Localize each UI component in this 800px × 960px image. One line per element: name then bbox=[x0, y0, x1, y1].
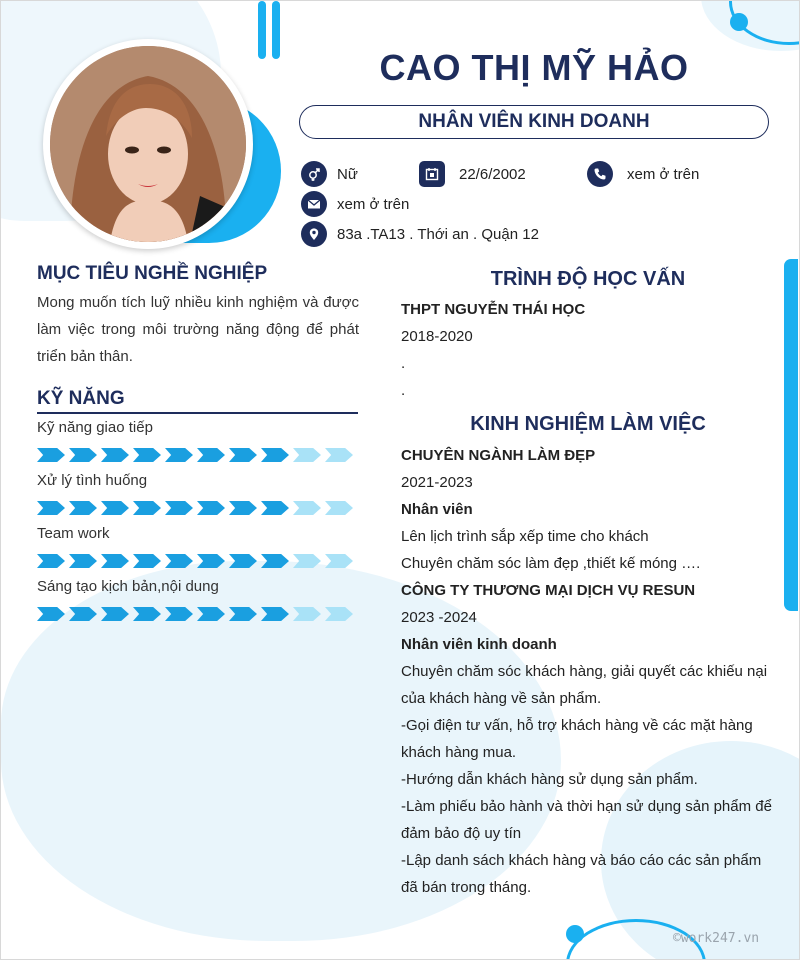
skills-title: KỸ NĂNG bbox=[37, 388, 125, 409]
calendar-icon bbox=[419, 161, 445, 187]
birthday-value: 22/6/2002 bbox=[459, 165, 526, 183]
skill-level-filled bbox=[261, 607, 289, 621]
job-company: CHUYÊN NGÀNH LÀM ĐẸP bbox=[401, 447, 596, 464]
skill-level-empty bbox=[325, 448, 353, 462]
skill-level-filled bbox=[261, 448, 289, 462]
skill-level-filled bbox=[165, 448, 193, 462]
education-note: . bbox=[401, 355, 406, 372]
skill-level-filled bbox=[261, 501, 289, 515]
skill-level-filled bbox=[101, 448, 129, 462]
skill-level-filled bbox=[101, 554, 129, 568]
skill-level-filled bbox=[197, 554, 225, 568]
skill-level-empty bbox=[293, 554, 321, 568]
skill-level-filled bbox=[37, 554, 65, 568]
job-years: 2023 -2024 bbox=[401, 609, 477, 626]
job-description: Chuyên chăm sóc khách hàng, giải quyết các khiếu nại bbox=[401, 663, 768, 680]
skill-level-filled bbox=[69, 501, 97, 515]
skill-level-empty bbox=[293, 501, 321, 515]
decorative-side-bar bbox=[784, 259, 798, 611]
education-years: 2018-2020 bbox=[401, 328, 473, 345]
watermark: ©work247.vn bbox=[673, 931, 760, 946]
job-description: đã bán trong tháng. bbox=[401, 879, 532, 896]
experience-title: KINH NGHIỆM LÀM VIỆC bbox=[470, 413, 706, 435]
info-email bbox=[301, 191, 409, 217]
skill-level-empty bbox=[293, 448, 321, 462]
skill-level-filled bbox=[101, 501, 129, 515]
skill-level-filled bbox=[133, 448, 161, 462]
skill-level-filled bbox=[197, 501, 225, 515]
gender-icon bbox=[301, 161, 327, 187]
skill-label: Team work bbox=[37, 525, 110, 542]
job-description: Chuyên chăm sóc làm đẹp ,thiết kế móng …. bbox=[401, 555, 701, 572]
skill-level-filled bbox=[229, 501, 257, 515]
job-description: của khách hàng về sản phẩm. bbox=[401, 690, 602, 707]
skill-rating-bar bbox=[37, 501, 353, 515]
education-school: THPT NGUYỄN THÁI HỌC bbox=[401, 301, 586, 318]
job-description: -Lập danh sách khách hàng và báo cáo các sản phẩm bbox=[401, 852, 762, 869]
skill-level-filled bbox=[165, 501, 193, 515]
skill-rating-bar bbox=[37, 607, 353, 621]
gender-value: Nữ bbox=[337, 165, 358, 183]
job-description: Lên lịch trình sắp xếp time cho khách bbox=[401, 528, 649, 545]
job-company: CÔNG TY THƯƠNG MẠI DỊCH VỤ RESUN bbox=[401, 582, 696, 599]
objective-text: Mong muốn tích luỹ nhiều kinh nghiệm và được làm việc trong môi trường năng động để phát triển bản thân. bbox=[37, 294, 359, 365]
skill-level-empty bbox=[325, 554, 353, 568]
skill-level-filled bbox=[37, 607, 65, 621]
job-years: 2021-2023 bbox=[401, 474, 473, 491]
job-description: -Gọi điện tư vấn, hỗ trợ khách hàng về các mặt hàng bbox=[401, 717, 753, 734]
skill-level-filled bbox=[165, 607, 193, 621]
skill-level-filled bbox=[229, 607, 257, 621]
skill-level-filled bbox=[133, 607, 161, 621]
skill-level-filled bbox=[69, 607, 97, 621]
skill-level-empty bbox=[325, 501, 353, 515]
phone-icon bbox=[587, 161, 613, 187]
education-note: . bbox=[401, 382, 406, 399]
location-icon bbox=[301, 221, 327, 247]
info-birthday bbox=[419, 161, 526, 187]
job-position: Nhân viên bbox=[401, 501, 473, 518]
education-title: TRÌNH ĐỘ HỌC VẤN bbox=[490, 268, 686, 290]
skill-level-filled bbox=[197, 448, 225, 462]
skill-level-filled bbox=[229, 554, 257, 568]
info-phone bbox=[587, 161, 699, 187]
job-title: NHÂN VIÊN KINH DOANH bbox=[299, 105, 769, 139]
skill-level-filled bbox=[37, 448, 65, 462]
profile-photo bbox=[50, 46, 246, 242]
job-description: khách hàng mua. bbox=[401, 744, 517, 761]
decorative-bar bbox=[258, 1, 266, 59]
job-description: đảm bảo độ uy tín bbox=[401, 825, 522, 842]
skills-divider bbox=[37, 412, 358, 414]
skill-level-filled bbox=[69, 448, 97, 462]
skill-level-filled bbox=[261, 554, 289, 568]
skill-level-filled bbox=[133, 554, 161, 568]
skill-label: Sáng tạo kịch bản,nội dung bbox=[37, 578, 219, 595]
profile-photo-illustration bbox=[50, 46, 246, 242]
email-icon bbox=[301, 191, 327, 217]
skill-rating-bar bbox=[37, 448, 353, 462]
address-value: 83a .TA13 . Thới an . Quận 12 bbox=[337, 225, 539, 243]
email-value: xem ở trên bbox=[337, 195, 410, 213]
info-address bbox=[301, 221, 539, 247]
skill-rating-bar bbox=[37, 554, 353, 568]
job-position: Nhân viên kinh doanh bbox=[401, 636, 557, 653]
decorative-bar bbox=[272, 1, 280, 59]
info-gender bbox=[301, 161, 358, 187]
skill-level-filled bbox=[229, 448, 257, 462]
skill-level-empty bbox=[325, 607, 353, 621]
skill-level-empty bbox=[293, 607, 321, 621]
decorative-dot bbox=[730, 13, 748, 31]
skill-level-filled bbox=[37, 501, 65, 515]
candidate-name: CAO THỊ MỸ HẢO bbox=[379, 47, 689, 88]
objective-title: MỤC TIÊU NGHỀ NGHIỆP bbox=[37, 263, 268, 284]
skill-level-filled bbox=[197, 607, 225, 621]
skill-level-filled bbox=[165, 554, 193, 568]
phone-value: xem ở trên bbox=[627, 165, 700, 183]
decorative-dot bbox=[566, 925, 584, 943]
job-description: -Hướng dẫn khách hàng sử dụng sản phẩm. bbox=[401, 771, 698, 788]
skill-label: Xử lý tình huống bbox=[37, 472, 148, 489]
skill-label: Kỹ năng giao tiếp bbox=[37, 419, 153, 436]
job-description: -Làm phiếu bảo hành và thời hạn sử dụng sản phẩm để bbox=[401, 798, 772, 815]
skill-level-filled bbox=[69, 554, 97, 568]
skill-level-filled bbox=[101, 607, 129, 621]
avatar bbox=[43, 39, 253, 249]
skill-level-filled bbox=[133, 501, 161, 515]
